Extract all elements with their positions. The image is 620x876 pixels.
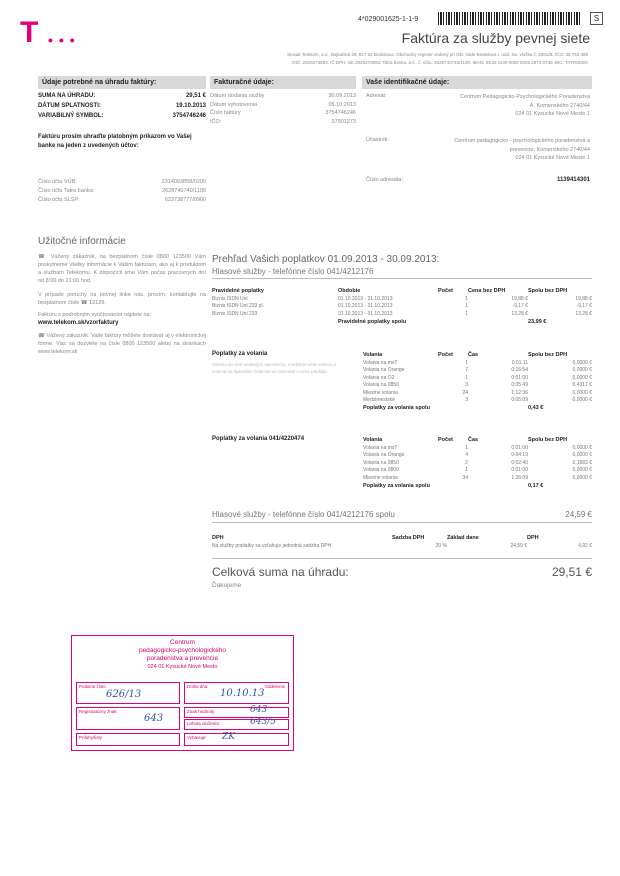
calls1-heading: Poplatky za volania bbox=[212, 351, 268, 357]
table-row: Volania na Orange 7 0:16:54 0,0000 € bbox=[363, 367, 592, 374]
calls1-note: Volania do sietí ostatných operátorov, medzinárodné volania a volania na špeciálne čísla nie sú zahrnuté v cene paušálu bbox=[212, 362, 336, 374]
stamp-head: Centrum pedagogicko-psychologického poradenstva a prevencie 024 01 Kysucké Nové Mesto bbox=[138, 639, 227, 670]
stamp-reg: Registratúrny znak bbox=[76, 707, 180, 730]
ident-heading: Vaše identifikačné údaje: bbox=[362, 76, 592, 89]
table-row: Biznis ISDN Uni 01.10.2013 - 31.10.2013 1 19,88 € 19,88 € bbox=[212, 295, 592, 302]
table-row: Miestne volania 34 1:26:09 0,0000 € bbox=[363, 474, 592, 481]
calls2-sum-row: Poplatky za volania spolu 0,17 € bbox=[363, 482, 544, 489]
table-row: Volania na O2 1 0:01:00 0,0000 € bbox=[363, 374, 592, 381]
company-line-1: Slovak Telekom, a.s., Bajkalská 28, 817 62 Bratislava. Obchodný register vedený pri Okr. súde Bratislava I, odd. Sa, vložka č. 2081/B, IČO: 35 763 469 bbox=[287, 52, 588, 57]
stamp-lehota: Lehota uloženia: bbox=[184, 719, 289, 730]
handwritten-lehota: 643/5 bbox=[250, 717, 276, 727]
useful-p2: V prípade poruchy na pevnej linke nás, prosím, kontaktujte na bezplatnom čísle ☎ 12129. bbox=[38, 292, 206, 306]
overview-section bbox=[212, 254, 592, 279]
regular-sum-row: Pravidelné poplatky spolu 23,99 € bbox=[338, 318, 547, 325]
table-row: Volania na msT 1 0:01:11 0,0000 € bbox=[363, 359, 592, 366]
registry-stamp bbox=[71, 635, 294, 751]
ident-section bbox=[362, 76, 592, 183]
barcode-number: 4*029001625-1-1-9 bbox=[358, 16, 419, 23]
useful-p1: ☎ Vážený zákazník, na bezplatnom čísle 0800 123500 Vám poskytneme všetky informácie k Vašim faktúram, ako aj k produktom a službám Telekomu. K dispozícii sme Vám počas pracovných dní od 8:00 do 21:00 hod. bbox=[38, 254, 206, 284]
useful-heading: Užitočné informácie bbox=[38, 236, 126, 247]
regular-heading: Pravidelné poplatky bbox=[212, 288, 264, 294]
overview-subtitle: Hlasové služby - telefónne číslo 041/4212176 bbox=[212, 267, 592, 279]
calls2-heading: Poplatky za volania 041/4220474 bbox=[212, 436, 305, 442]
table-row: Volania na msT 1 0:01:00 0,0000 € bbox=[363, 444, 592, 451]
addr-num-row: Číslo adresáta: 1139414301 bbox=[366, 177, 590, 183]
regular-fees: Pravidelné poplatky Obdobie Počet Cena bez DPH Spolu bez DPH Biznis ISDN Uni 01.10.2013 - 31.10.2013 1 19,88 € 19,88 € Biznis ISDN Uni 233 pl. 01.10.2013 - 31.10.2013 1 -9,17 € -9,17 € Biznis ISDN Uni 233 01.10.2013 - 31.10.2013 1 13,28 € 13,28 € Pravidelné poplatky spolu 23,99 € bbox=[212, 288, 592, 325]
useful-info bbox=[38, 236, 206, 356]
telekom-logo: T bbox=[20, 16, 39, 49]
stamp-vybavuje: Vybavuje: bbox=[184, 733, 289, 746]
overview-title: Prehľad Vašich poplatkov 01.09.2013 - 30.09.2013: bbox=[212, 254, 440, 265]
stamp-podacie: Podacie číslo bbox=[76, 682, 180, 704]
holder-block: Centrum pedagogicko - psychologického poradenstva a prevencie, Komenského 2740/44 024 01 Kysucké Nové Mesto 1 bbox=[454, 138, 590, 161]
invoice-row: Dátum dodania služby 30.09.2013 bbox=[210, 93, 356, 99]
table-row: Medzimestské 3 0:05:09 0,0000 € bbox=[363, 397, 592, 404]
table-row: Volania na 0800 1 0:01:00 0,0000 € bbox=[363, 467, 592, 474]
invoice-row: Číslo faktúry 3754746246 bbox=[210, 110, 356, 116]
handwritten-znak: 643 bbox=[250, 705, 268, 715]
stamp-znak: Znak hodnoty: bbox=[184, 707, 289, 718]
invoice-row: IČO: 37901273 bbox=[210, 118, 356, 125]
table-row: Volania na 0850 2 0:02:40 0,1683 € bbox=[363, 459, 592, 466]
grand-total-row: Celková suma na úhradu: 29,51 € bbox=[212, 565, 592, 579]
invoice-section bbox=[210, 76, 356, 127]
table-row: Biznis ISDN Uni 233 pl. 01.10.2013 - 31.10.2013 1 -9,17 € -9,17 € bbox=[212, 303, 592, 310]
calls1-sum-row: Poplatky za volania spolu 0,43 € bbox=[363, 405, 544, 411]
address-block: Centrum Pedagogicko-Psychologického Poradenstva A. Komenského 2740/44 024 01 Kysucké Nové Mesto 1 bbox=[460, 94, 590, 117]
stamp-prilohy: Prílohy/listy bbox=[76, 733, 180, 746]
vat-section: DPH Sadzba DPH Základ dane DPH Na služby poplatky sa vzťahuje jednotná sadzba DPH 20 % 24,59 € 4,92 € bbox=[212, 535, 592, 549]
account-row: Číslo účtu Tatra banka: 2628740740/1100 bbox=[38, 188, 206, 194]
company-line-2: DIČ: 2020273893, IČ DPH: SK 2020273893, Tatra banka, a.s., č. účtu: 2628740740/1100, IBAN: SK26 1100 0000 0026 2874 0740, BIC: TATRSKBX bbox=[292, 60, 588, 65]
thanks-text: Ďakujeme bbox=[212, 582, 242, 589]
address-label: Adresát: bbox=[366, 93, 387, 99]
table-row: Biznis ISDN Uni 233 01.10.2013 - 31.10.2013 1 13,28 € 13,28 € bbox=[212, 310, 592, 317]
s-box: S bbox=[590, 12, 603, 25]
payment-row: VARIABILNÝ SYMBOL: 3754746246 bbox=[38, 113, 206, 119]
holder-label: Účastník: bbox=[366, 137, 389, 143]
handwritten-vybavuje: ZK bbox=[222, 732, 235, 742]
account-row: Číslo účtu SLSP: 633738777/0900 bbox=[38, 197, 206, 203]
payment-note: Faktúru prosím uhraďte platobným príkazom vo Vašej banke na jeden z uvedených účtov: bbox=[38, 134, 192, 149]
table-row: Miestne volania 24 1:12:36 0,0000 € bbox=[363, 389, 592, 396]
page-title: Faktúra za služby pevnej siete bbox=[401, 30, 590, 46]
useful-p3: Faktúru s podrobným vyúčtovaním nájdete na: bbox=[38, 312, 152, 318]
invoice-row: Dátum vyhotovenia 05.10.2013 bbox=[210, 101, 356, 108]
payment-section bbox=[38, 76, 206, 206]
account-row: Číslo účtu VÚB: 2314093858/0200 bbox=[38, 179, 206, 185]
vzor-link[interactable]: www.telekom.sk/vzorfaktury bbox=[38, 320, 119, 326]
useful-p4: ☎ Vážený zákazník. Vaše faktúry môžete dostávať aj v elektronickej forme. Viac sa dozviete na čísle 0800 123500 alebo na stránkach www.telekom.sk bbox=[38, 333, 206, 355]
logo-dots: ••• bbox=[48, 32, 81, 48]
handwritten-doslo: 10.10.13 bbox=[220, 688, 265, 699]
handwritten-podacie: 626/13 bbox=[106, 689, 142, 700]
voice-total-row: Hlasové služby - telefónne číslo 041/4212176 spolu 24,59 € bbox=[212, 510, 592, 523]
handwritten-reg: 643 bbox=[144, 713, 164, 724]
stamp-doslo: Došlo dňa: Oddelenie bbox=[184, 682, 289, 704]
vat-row: Na služby poplatky sa vzťahuje jednotná sadzba DPH 20 % 24,59 € 4,92 € bbox=[212, 542, 592, 549]
invoice-heading: Fakturačné údaje: bbox=[210, 76, 356, 89]
divider bbox=[212, 558, 592, 559]
payment-row: DÁTUM SPLATNOSTI: 19.10.2013 bbox=[38, 103, 206, 109]
table-row: Volania na Orange 4 0:04:19 0,0000 € bbox=[363, 452, 592, 459]
payment-row: SUMA NA ÚHRADU: 29,51 € bbox=[38, 93, 206, 99]
table-row: Volania na 0850 3 0:05:49 0,4317 € bbox=[363, 382, 592, 389]
payment-heading: Údaje potrebné na úhradu faktúry: bbox=[38, 76, 206, 89]
barcode-icon bbox=[438, 12, 580, 25]
